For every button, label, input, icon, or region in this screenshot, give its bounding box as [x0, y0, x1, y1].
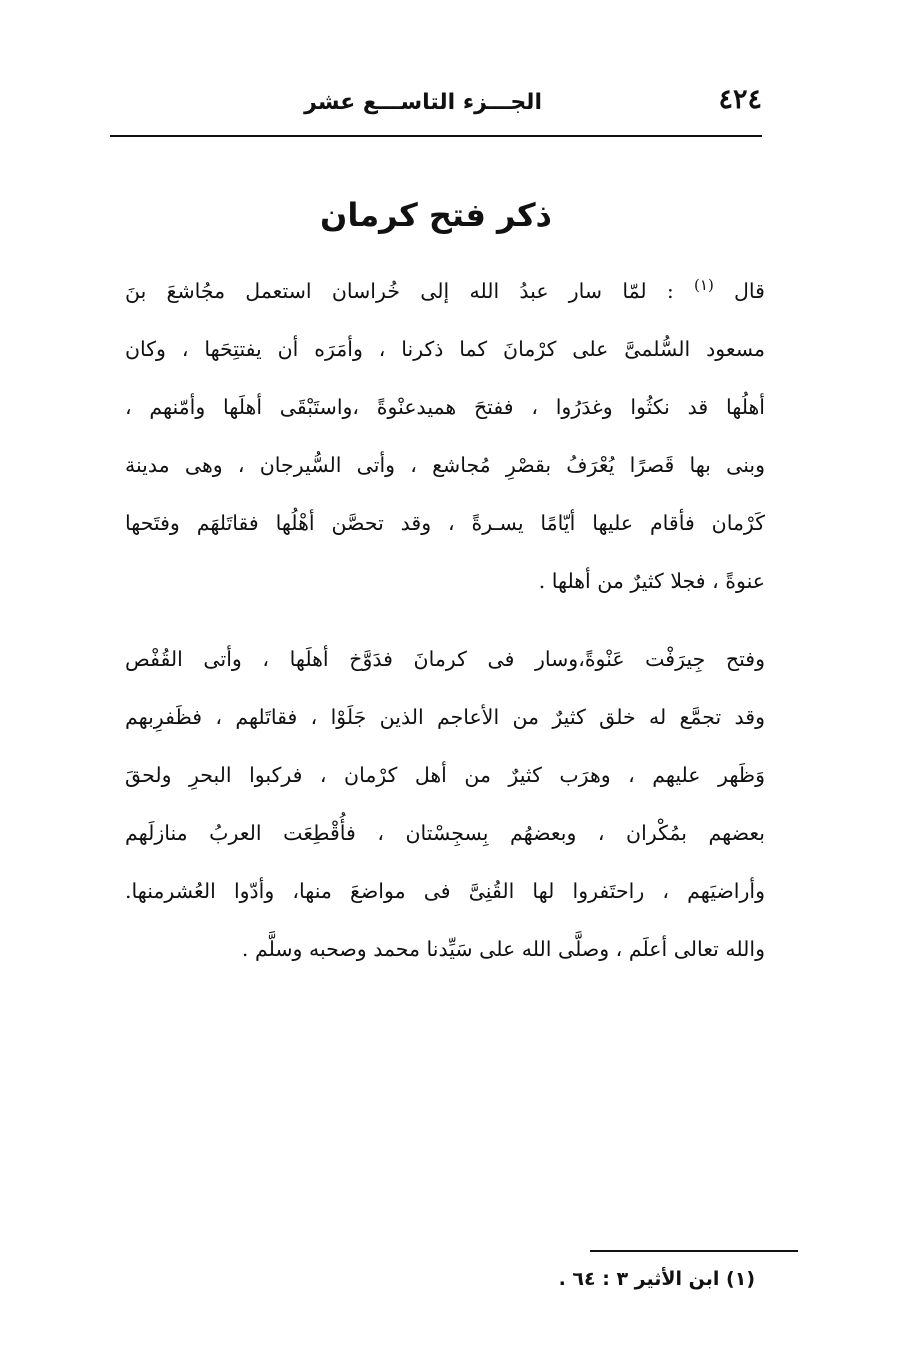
paragraph-2 — [125, 630, 765, 978]
line-text: قال — [734, 279, 765, 303]
footnote: (١) ابن الأثير ٣ : ٦٤ . — [558, 1268, 755, 1290]
page-number: ٤٢٤ — [718, 84, 762, 115]
text-line: وفتح جِيرَفْت عَنْوةً،وسار فى كرمانَ فدَوَّخ أهلَها ، وأتى القُفْص — [125, 647, 765, 671]
header-rule — [110, 135, 762, 137]
text-line: كَرْمان فأقام عليها أيّامًا يسـرةً ، وقد تحصَّن أهْلُها فقاتَلهَم وفتَحها — [125, 511, 765, 535]
footnote-marker: (١) — [694, 276, 714, 295]
paragraph-1 — [125, 262, 765, 610]
page-header — [110, 78, 762, 128]
text-line — [125, 262, 765, 320]
text-line: أهلُها قد نكثُوا وغدَرُوا ، ففتحَ هميدعنْوةً ،واستَبْقَى أهلَها وأمّنهم ، — [125, 395, 765, 419]
text-line: وأراضيَهم ، راحتَفروا لها القُنِىَّ فى مواضعَ منها، وأدّوا العُشرمنها. — [125, 879, 765, 903]
text-line: وبنى بها قَصرًا يُعْرَفُ بقصْرِ مُجاشع ، وأتى السُّيرجان ، وهى مدينة — [125, 453, 765, 477]
text-line: عنوةً ، فجلا كثيرٌ من أهلها . — [538, 569, 765, 593]
line-text: : لمّا سار عبدُ الله إلى خُراسان استعمل مجُاشعَ بنَ — [125, 279, 674, 303]
running-title: الجـــزء التاســـع عشر — [304, 90, 542, 115]
text-line: مسعود السُّلمىَّ على كرْمانَ كما ذكرنا ، وأمَرَه أن يفتتِحَها ، وكان — [125, 337, 765, 361]
text-line: والله تعالى أعلَم ، وصلَّى الله على سَيِّدنا محمد وصحبه وسلَّم . — [241, 937, 765, 961]
footnote-rule — [590, 1250, 798, 1252]
text-line: وقد تجمَّع له خلق كثيرٌ من الأعاجم الذين جَلَوْا ، فقاتَلهم ، فظَفرِبهم — [125, 705, 765, 729]
chapter-title: ذكر فتح كرمان — [320, 196, 552, 234]
text-line: بعضهم بمُكْران ، وبعضهُم بِسجِسْتان ، فأُقْطِعَت العربُ منازلَهم — [125, 821, 765, 845]
text-line: وَظَهر عليهم ، وهرَب كثيرٌ من أهل كرْمان ، فركبوا البحرِ ولحقَ — [125, 763, 765, 787]
